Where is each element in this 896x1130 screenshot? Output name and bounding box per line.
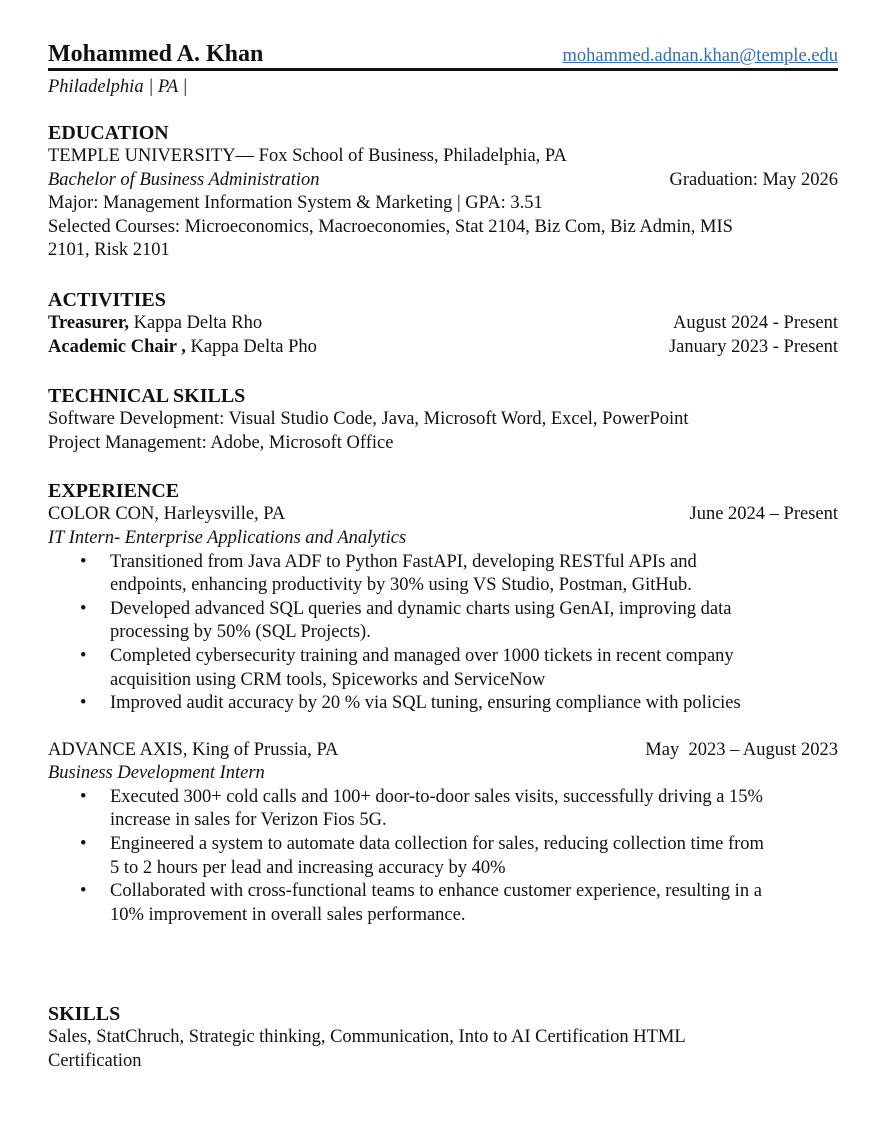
email-link[interactable]: mohammed.adnan.khan@temple.edu [562,46,838,66]
activity-row [48,312,838,336]
bullet-icon: • [80,551,87,572]
job-bullet [80,786,838,833]
activity-dates: January 2023 - Present [668,336,838,357]
bullet-line: processing by 50% (SQL Projects). [110,622,371,643]
header-divider [48,68,838,71]
resume-page [48,36,838,1074]
job-position: Business Development Intern [48,763,265,784]
section-title-activities: ACTIVITIES [48,288,166,311]
bullet-icon: • [80,693,87,714]
job-bullet [80,551,838,598]
section-title-technical-skills: TECHNICAL SKILLS [48,385,246,408]
bullet-line: Developed advanced SQL queries and dynamic charts using GenAI, improving data [110,598,732,619]
bullet-line: Engineered a system to automate data collection for sales, reducing collection time from [110,834,764,855]
activity-role: Academic Chair , [48,336,186,357]
bullet-icon: • [80,645,87,666]
job-dates: June 2024 – Present [689,504,838,525]
job-header [48,739,838,763]
bullet-line: Completed cybersecurity training and managed over 1000 tickets in recent company [110,645,734,666]
bullet-icon: • [80,598,87,619]
bullet-line: Improved audit accuracy by 20 % via SQL tuning, ensuring compliance with policies [110,693,741,714]
job-header [48,503,838,527]
section-title-education: EDUCATION [48,122,169,144]
activity-org: Kappa Delta Rho [129,312,263,333]
activity-org: Kappa Delta Pho [185,336,317,357]
job-bullet [80,645,838,692]
job-bullet-list [48,551,838,716]
activity-title [48,312,262,336]
bullet-line: Collaborated with cross-functional teams to enhance customer experience, resulting in a [110,881,762,902]
education-degree-row [48,169,838,193]
activity-row [48,336,838,360]
job-dates: May 2023 – August 2023 [645,739,838,760]
job-bullet [80,880,838,927]
education-school: TEMPLE UNIVERSITY— Fox School of Business, Philadelphia, PA [48,146,567,166]
skills-line: Sales, StatChruch, Strategic thinking, Communication, Into to AI Certification HTML [48,1027,686,1048]
bullet-icon: • [80,881,87,902]
bullet-line: 5 to 2 hours per lead and increasing accuracy by 40% [110,857,506,878]
section-title-experience: EXPERIENCE [48,480,180,503]
bullet-line: acquisition using CRM tools, Spiceworks and ServiceNow [110,669,546,690]
bullet-line: increase in sales for Verizon Fios 5G. [110,810,387,831]
education-courses-line1: Selected Courses: Microeconomics, Macroeconomies, Stat 2104, Biz Com, Biz Admin, MIS [48,216,733,237]
activity-title [48,336,317,360]
job-bullet [80,692,838,716]
activity-dates: August 2024 - Present [673,312,838,333]
job-company: COLOR CON, Harleysville, PA [48,504,286,525]
resume-header [48,36,838,68]
education-major: Major: Management Information System & Marketing | GPA: 3.51 [48,193,543,214]
bullet-icon: • [80,786,87,807]
bullet-line: Executed 300+ cold calls and 100+ door-to-door sales visits, successfully driving a 15% [110,786,763,807]
education-degree: Bachelor of Business Administration [48,169,320,190]
job-company: ADVANCE AXIS, King of Prussia, PA [48,739,339,760]
bullet-line: Transitioned from Java ADF to Python FastAPI, developing RESTful APIs and [110,551,697,572]
technical-skill-line: Software Development: Visual Studio Code, Java, Microsoft Word, Excel, PowerPoint [48,409,689,430]
activity-role: Treasurer, [48,312,130,333]
candidate-name: Mohammed A. Khan [48,41,264,67]
section-title-skills: SKILLS [48,1003,121,1026]
job-bullet-list [48,786,838,928]
technical-skill-line: Project Management: Adobe, Microsoft Office [48,432,394,453]
bullet-line: 10% improvement in overall sales performance. [110,904,466,925]
bullet-icon: • [80,834,87,855]
education-courses-line2: 2101, Risk 2101 [48,240,170,261]
skills-line: Certification [48,1051,142,1072]
location: Philadelphia | PA | [48,77,188,97]
job-position: IT Intern- Enterprise Applications and Analytics [48,527,407,548]
job-bullet [80,598,838,645]
education-graduation: Graduation: May 2026 [669,169,838,190]
job-bullet [80,833,838,880]
bullet-line: endpoints, enhancing productivity by 30% using VS Studio, Postman, GitHub. [110,575,692,596]
